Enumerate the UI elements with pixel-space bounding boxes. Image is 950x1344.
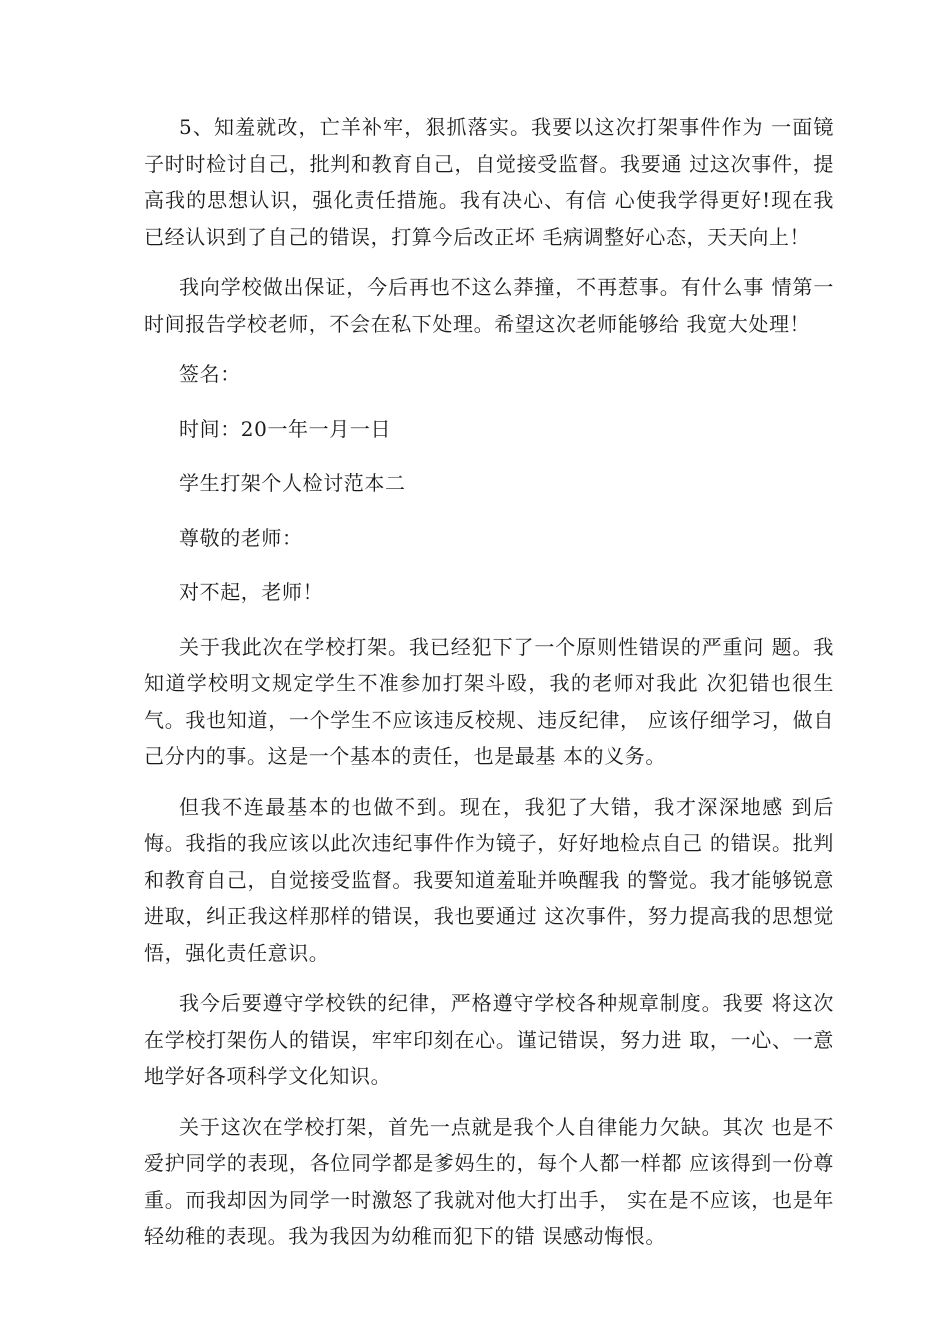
paragraph-guarantee: 我向学校做出保证，今后再也不这么莽撞，不再惹事。有什么事 情第一时间报告学校老师，不会在私下处理。希望这次老师能够给 我宽大处理！ <box>144 275 834 336</box>
salutation: 尊敬的老师： <box>179 525 303 550</box>
signature-line: 签名： <box>179 362 241 386</box>
apology-line: 对不起，老师！ <box>179 580 324 604</box>
paragraph-reflection: 关于这次在学校打架，首先一点就是我个人自律能力欠缺。其次 也是不爱护同学的表现，各位同学都是爹妈生的，每个人都一样都 应该得到一份尊重。而我却因为同学一时激怒了我就对他大打出手， 实在是不应该，也是年轻幼稚的表现。我为我因为幼稚而犯下的错 误感动悔恨。 <box>144 1114 834 1248</box>
paragraph-resolution: 5、知羞就改，亡羊补牢，狠抓落实。我要以这次打架事件作为 一面镜子时时检讨自己，批判和教育自己，自觉接受监督。我要通 过这次事件，提高我的思想认识，强化责任措施。我有决心、有信 心使我学得更好!现在我已经认识到了自己的错误，打算今后改正坏 毛病调整好心态，天天向上！ <box>144 115 834 249</box>
document-page <box>144 109 834 1269</box>
section-title: 学生打架个人检讨范本二 <box>179 471 406 495</box>
date-line: 时间：20一年一月一日 <box>179 416 392 441</box>
paragraph-regret: 但我不连最基本的也做不到。现在，我犯了大错，我才深深地感 到后悔。我指的我应该以此次违纪事件作为镜子，好好地检点自己 的错误。批判和教育自己，自觉接受监督。我要知道羞耻并唤醒我 的警觉。我才能够锐意进取，纠正我这样那样的错误，我也要通过 这次事件，努力提高我的思想觉悟，强化责任意识。 <box>144 794 834 965</box>
paragraph-commitment: 我今后要遵守学校铁的纪律，严格遵守学校各种规章制度。我要 将这次在学校打架伤人的错误，牢牢印刻在心。谨记错误，努力进 取，一心、一意地学好各项科学文化知识。 <box>144 991 834 1088</box>
paragraph-violation: 关于我此次在学校打架。我已经犯下了一个原则性错误的严重问 题。我知道学校明文规定学生不准参加打架斗殴，我的老师对我此 次犯错也很生气。我也知道，一个学生不应该违反校规、违反纪律， 应该仔细学习，做自己分内的事。这是一个基本的责任，也是最基 本的义务。 <box>144 634 834 768</box>
